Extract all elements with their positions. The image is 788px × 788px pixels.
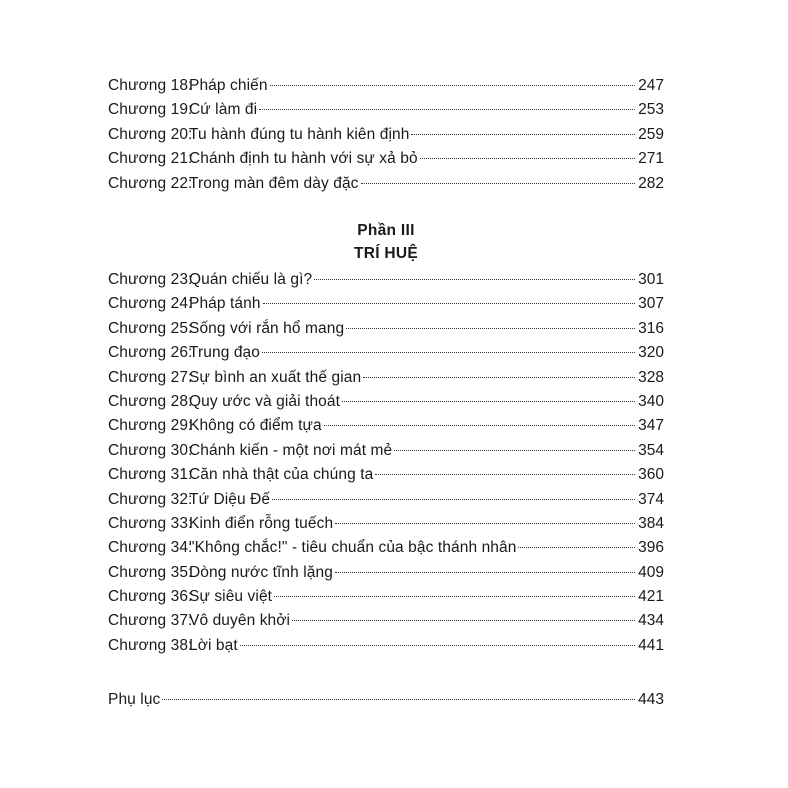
chapter-title: Chánh kiến - một nơi mát mẻ (189, 441, 393, 459)
toc-entry (108, 439, 664, 463)
toc-entry (108, 172, 664, 196)
part-title: TRÍ HUỆ (353, 245, 419, 262)
toc-entry (108, 609, 664, 633)
dot-leader (263, 303, 636, 304)
page-number: 301 (638, 271, 664, 288)
chapter-title: Quán chiếu là gì? (189, 271, 313, 288)
page-number: 340 (638, 392, 664, 410)
toc-entry (108, 390, 664, 414)
dot-leader (292, 620, 635, 621)
chapter-number: Chương 34: (108, 539, 193, 557)
part-label: Phần III (357, 222, 415, 239)
dot-leader (324, 425, 635, 426)
chapter-title: Căn nhà thật của chúng ta (189, 466, 374, 484)
chapter-title: Chánh định tu hành với sự xả bỏ (189, 150, 418, 168)
dot-leader (262, 352, 635, 353)
page-number: 360 (638, 466, 664, 484)
chapter-number: Chương 24: (108, 295, 193, 313)
chapter-title: Trung đạo (189, 344, 260, 362)
toc-entry (108, 536, 664, 560)
page-number: 434 (638, 612, 664, 630)
chapter-number: Chương 19: (108, 101, 193, 119)
dot-leader (361, 183, 636, 184)
page-number: 328 (638, 368, 664, 386)
page-number: 320 (638, 344, 664, 362)
page-number: 409 (638, 563, 664, 581)
toc-entry (108, 268, 664, 292)
dot-leader (394, 450, 635, 451)
page-number: 259 (638, 125, 664, 143)
toc-entry (108, 98, 664, 122)
chapter-number: Chương 36: (108, 588, 193, 606)
page-number: 307 (638, 295, 664, 313)
dot-leader (240, 645, 635, 646)
chapter-number: Chương 27: (108, 368, 193, 386)
page-number: 421 (638, 588, 664, 606)
dot-leader (518, 547, 635, 548)
page-number: 354 (638, 441, 664, 459)
dot-leader (270, 85, 636, 86)
toc-entry (108, 123, 664, 147)
page-number: 253 (638, 101, 664, 119)
dot-leader (346, 328, 635, 329)
toc-entry (108, 585, 664, 609)
chapter-title: Kinh điển rỗng tuếch (189, 514, 334, 532)
chapter-number: Chương 23: (108, 271, 193, 288)
page-number: 247 (638, 77, 664, 94)
page-number: 271 (638, 150, 664, 168)
page-number: 384 (638, 514, 664, 532)
chapter-title: Sự siêu việt (189, 588, 273, 606)
toc-appendix (108, 688, 664, 712)
chapter-title: "Không chắc!" - tiêu chuẩn của bậc thánh nhân (189, 539, 517, 557)
chapter-title: Pháp chiến (189, 77, 268, 94)
appendix-title: Phụ lục (108, 691, 161, 708)
page-number: 396 (638, 539, 664, 557)
dot-leader (335, 523, 635, 524)
chapter-title: Lời bạt (189, 636, 238, 654)
chapter-title: Dòng nước tĩnh lặng (189, 563, 333, 581)
page-number: 441 (638, 636, 664, 654)
toc-entry (108, 292, 664, 316)
chapter-title: Cứ làm đi (189, 101, 258, 119)
page-number: 316 (638, 319, 664, 337)
chapter-title: Tu hành đúng tu hành kiên định (189, 125, 410, 143)
toc-entry (108, 317, 664, 341)
dot-leader (335, 572, 635, 573)
chapter-title: Không có điểm tựa (189, 417, 322, 435)
toc-entry (108, 366, 664, 390)
toc-part2-entries (108, 74, 664, 196)
dot-leader (363, 377, 635, 378)
dot-leader (420, 158, 635, 159)
page-number: 443 (638, 691, 664, 708)
chapter-number: Chương 18: (108, 77, 193, 94)
chapter-number: Chương 38: (108, 636, 193, 654)
chapter-title: Sự bình an xuất thế gian (189, 368, 362, 386)
chapter-number: Chương 26: (108, 344, 193, 362)
chapter-number: Chương 25: (108, 319, 193, 337)
dot-leader (272, 499, 635, 500)
chapter-number: Chương 35: (108, 563, 193, 581)
dot-leader (375, 474, 635, 475)
dot-leader (314, 279, 635, 280)
toc-entry (108, 488, 664, 512)
chapter-number: Chương 29: (108, 417, 193, 435)
page-number: 282 (638, 174, 664, 192)
page-number: 347 (638, 417, 664, 435)
chapter-title: Trong màn đêm dày đặc (189, 174, 359, 192)
toc-entry (108, 561, 664, 585)
chapter-number: Chương 32: (108, 490, 193, 508)
chapter-number: Chương 28: (108, 392, 193, 410)
dot-leader (162, 699, 635, 700)
chapter-title: Sống với rắn hổ mang (189, 319, 345, 337)
toc-entry (108, 463, 664, 487)
dot-leader (274, 596, 635, 597)
chapter-number: Chương 31: (108, 466, 193, 484)
page-number: 374 (638, 490, 664, 508)
dot-leader (411, 134, 635, 135)
toc-entry (108, 147, 664, 171)
toc-part3-entries (108, 268, 664, 658)
dot-leader (342, 401, 635, 402)
chapter-number: Chương 33: (108, 514, 193, 532)
toc-entry-appendix (108, 688, 664, 712)
chapter-title: Quy ước và giải thoát (189, 392, 341, 410)
chapter-number: Chương 30: (108, 441, 193, 459)
dot-leader (259, 109, 635, 110)
chapter-number: Chương 20: (108, 125, 193, 143)
chapter-title: Pháp tánh (189, 295, 261, 313)
chapter-number: Chương 21: (108, 150, 193, 168)
chapter-title: Vô duyên khởi (189, 612, 291, 630)
chapter-number: Chương 37: (108, 612, 193, 630)
chapter-number: Chương 22: (108, 174, 193, 192)
toc-entry (108, 634, 664, 658)
toc-entry (108, 74, 664, 98)
toc-entry (108, 414, 664, 438)
toc-entry (108, 341, 664, 365)
toc-entry (108, 512, 664, 536)
chapter-title: Tứ Diệu Đế (189, 490, 271, 508)
